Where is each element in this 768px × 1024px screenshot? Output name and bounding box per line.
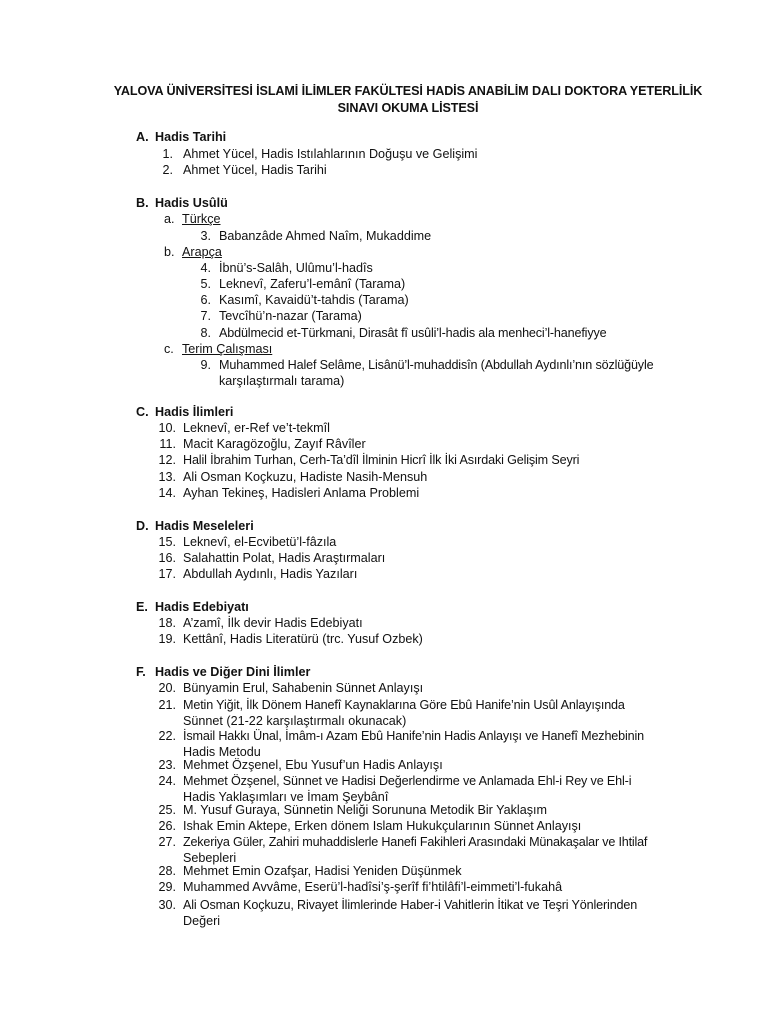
item-text-continued: Sebepleri (183, 851, 237, 865)
item-text: Leknevî, el-Ecvibetü’l-fâzıla (183, 535, 337, 549)
section-title: Hadis ve Diğer Dini İlimler (155, 665, 311, 679)
section-title: Hadis Usûlü (155, 196, 228, 210)
item-text: Ali Osman Koçkuzu, Rivayet İlimlerinde Haber-i Vahitlerin İtikat ve Teşri Yönlerinden (183, 898, 638, 912)
item-number: 13. (158, 470, 176, 484)
item-text: Kasımî, Kavaidü’t-tahdis (Tarama) (219, 293, 409, 307)
title-line-1: YALOVA ÜNİVERSİTESİ İSLAMİ İLİMLER FAKÜLTESİ HADİS ANABİLİM DALI DOKTORA YETERLİLİK (113, 84, 703, 98)
item-number: 10. (158, 421, 176, 435)
section-heading-e (136, 599, 249, 615)
item-text: Mehmet Özşenel, Ebu Yusuf’un Hadis Anlayışı (183, 758, 443, 772)
section-letter: E. (136, 600, 148, 614)
item-text: İsmail Hakkı Ünal, İmâm-ı Azam Ebû Hanife’nin Hadis Anlayışı ve Hanefî Mezhebinin (183, 729, 645, 743)
item-number: 14. (158, 486, 176, 500)
item-text: A’zamî, İlk devir Hadis Edebiyatı (183, 616, 363, 630)
item-number: 9. (200, 358, 211, 372)
item-text: Babanzâde Ahmed Naîm, Mukaddime (219, 229, 432, 243)
item-number: 11. (159, 437, 176, 451)
subsection-label: Arapça (182, 245, 222, 259)
item-number: 4. (200, 261, 211, 275)
item-text: Mehmet Emin Ozafşar, Hadisi Yeniden Düşünmek (183, 864, 462, 878)
item-text: Kettânî, Hadis Literatürü (trc. Yusuf Ozbek) (183, 632, 423, 646)
item-text: Halil İbrahim Turhan, Cerh-Ta’dîl İlminin Hicrî İlk İki Asırdaki Gelişim Seyri (183, 453, 580, 467)
item-text: Ishak Emin Aktepe, Erken dönem Islam Hukukçularının Sünnet Anlayışı (183, 819, 582, 833)
item-text-continued: Hadis Yaklaşımları ve İmam Şeybânî (183, 790, 389, 804)
section-heading-b (136, 195, 228, 211)
item-text: Abdülmecid et-Türkmani, Dirasât fî usûli’l-hadis ala menheci’l-hanefiyye (219, 326, 607, 340)
section-heading-a (136, 129, 226, 145)
section-letter: B. (136, 196, 149, 210)
subsection-label: Terim Çalışması (182, 342, 273, 356)
subsection-letter: b. (164, 245, 175, 259)
section-letter: D. (136, 519, 149, 533)
subsection-heading-c (164, 341, 272, 357)
item-number: 20. (158, 681, 176, 695)
section-letter: A. (136, 130, 149, 144)
item-text: Ahmet Yücel, Hadis Tarihi (183, 163, 327, 177)
section-letter: C. (136, 405, 149, 419)
item-text: Ali Osman Koçkuzu, Hadiste Nasih-Mensuh (183, 470, 428, 484)
section-heading-d (136, 518, 254, 534)
subsection-label: Türkçe (182, 212, 221, 226)
item-number: 24. (158, 774, 176, 788)
item-text-continued: karşılaştırmalı tarama) (219, 374, 345, 388)
item-text: M. Yusuf Guraya, Sünnetin Neliği Sorununa Metodik Bir Yaklaşım (183, 803, 548, 817)
section-title: Hadis Tarihi (155, 130, 227, 144)
item-number: 6. (200, 293, 211, 307)
item-text-continued: Değeri (183, 914, 221, 928)
item-number: 26. (158, 819, 176, 833)
item-text-continued: Hadis Metodu (183, 745, 261, 759)
section-heading-c (136, 404, 233, 420)
item-text: Tevcîhü’n-nazar (Tarama) (219, 309, 362, 323)
section-title: Hadis Meseleleri (155, 519, 254, 533)
item-text: Ahmet Yücel, Hadis Istılahlarının Doğuşu ve Gelişimi (183, 147, 478, 161)
item-number: 23. (158, 758, 176, 772)
title-line-2: SINAVI OKUMA LİSTESİ (337, 101, 479, 115)
section-title: Hadis İlimleri (155, 405, 234, 419)
item-number: 22. (158, 729, 176, 743)
item-text: Abdullah Aydınlı, Hadis Yazıları (183, 567, 358, 581)
item-number: 3. (200, 229, 211, 243)
item-number: 7. (200, 309, 211, 323)
item-text: Ayhan Tekineş, Hadisleri Anlama Problemi (183, 486, 420, 500)
item-text: Macit Karagözoğlu, Zayıf Râvîler (183, 437, 366, 451)
item-text: Zekeriya Güler, Zahiri muhaddislerle Hanefi Fakihleri Arasındaki Münakaşalar ve Ihtilaf (183, 835, 648, 849)
item-number: 17. (158, 567, 176, 581)
item-text: Leknevî, er-Ref ve’t-tekmîl (183, 421, 330, 435)
item-number: 28. (158, 864, 176, 878)
subsection-heading-b (164, 244, 222, 260)
item-number: 8. (200, 326, 211, 340)
item-number: 12. (158, 453, 176, 467)
item-number: 25. (158, 803, 176, 817)
item-text: Salahattin Polat, Hadis Araştırmaları (183, 551, 386, 565)
item-number: 1. (162, 147, 173, 161)
subsection-letter: c. (164, 342, 174, 356)
item-number: 15. (158, 535, 176, 549)
item-text: Muhammed Avvâme, Eserü’l-hadîsi’ş-şerîf fi’htilâfi’l-eimmeti’l-fukahâ (183, 880, 563, 894)
item-text: Metin Yiğit, İlk Dönem Hanefî Kaynaklarına Göre Ebû Hanife’nin Usûl Anlayışında (183, 698, 625, 712)
item-number: 21. (158, 698, 176, 712)
item-number: 5. (200, 277, 211, 291)
item-text-continued: Sünnet (21-22 karşılaştırmalı okunacak) (183, 714, 407, 728)
item-number: 18. (158, 616, 176, 630)
item-number: 16. (158, 551, 176, 565)
item-number: 19. (158, 632, 176, 646)
item-number: 30. (158, 898, 176, 912)
section-letter: F. (136, 665, 146, 679)
item-text: Leknevî, Zaferu’l-emânî (Tarama) (219, 277, 406, 291)
subsection-letter: a. (164, 212, 175, 226)
item-text: Mehmet Özşenel, Sünnet ve Hadisi Değerlendirme ve Anlamada Ehl-i Rey ve Ehl-i (183, 774, 632, 788)
subsection-heading-a (164, 211, 221, 227)
item-number: 29. (158, 880, 176, 894)
section-title: Hadis Edebiyatı (155, 600, 249, 614)
item-number: 27. (158, 835, 176, 849)
item-text: İbnü’s-Salâh, Ulûmu’l-hadîs (219, 261, 373, 275)
item-text: Bünyamin Erul, Sahabenin Sünnet Anlayışı (183, 681, 424, 695)
section-heading-f (136, 664, 310, 680)
item-text: Muhammed Halef Selâme, Lisânü’l-muhaddisîn (Abdullah Aydınlı’nın sözlüğüyle (219, 358, 654, 372)
document-title (100, 83, 716, 117)
item-number: 2. (162, 163, 173, 177)
